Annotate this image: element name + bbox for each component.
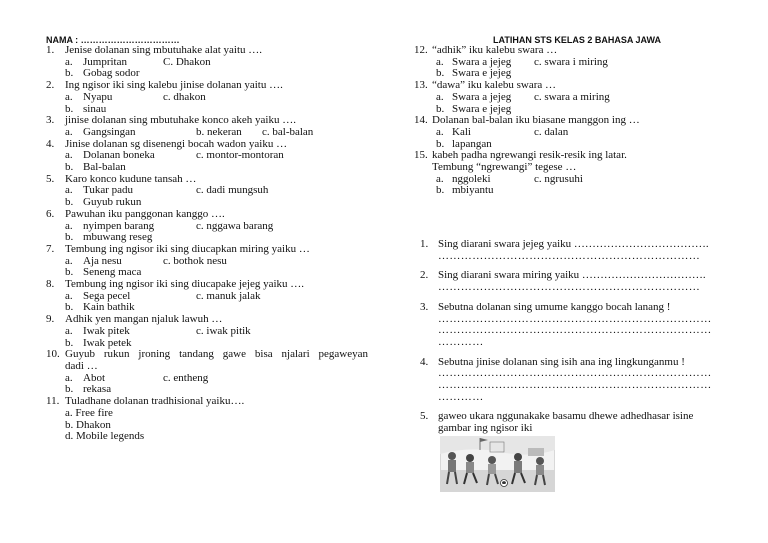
question-text: Pawuhan iku panggonan kanggo …. xyxy=(65,207,225,220)
answer-line[interactable]: ……………………………………………………………… xyxy=(438,313,712,325)
essay-question-text: gaweo ukara nggunakake basamu dhewe adhedhasar isine xyxy=(438,410,694,423)
worksheet-title: LATIHAN STS KELAS 2 BAHASA JAWA xyxy=(493,35,662,45)
essay-question-text: Sing diarani swara miring yaiku ……………………………. xyxy=(438,269,706,282)
question-11: 11. Tuladhane dolanan tradhisional yaiku…. xyxy=(46,396,368,408)
question-text: Ing ngisor iki sing kalebu jinise dolanan yaitu …. xyxy=(65,79,283,92)
left-column xyxy=(46,45,368,443)
answer-line[interactable]: ………… xyxy=(438,391,484,403)
question-text: kabeh padha ngrewangi resik-resik ing latar. xyxy=(432,149,627,162)
option-row: b. Kain bathik xyxy=(65,301,135,314)
right-column xyxy=(414,45,734,197)
essay-question-text: Sebutna jinise dolanan sing isih ana ing lingkunganmu ! xyxy=(438,355,685,368)
answer-line[interactable]: ………… xyxy=(438,336,484,348)
option-row: a. Nyapu c. dhakon xyxy=(65,90,206,103)
option-row: b. Guyub rukun xyxy=(65,196,142,209)
question-text: Karo konco kudune tansah … xyxy=(65,172,197,185)
option-row: b. Seneng maca xyxy=(65,266,142,279)
question-3: 3. jinise dolanan sing mbutuhake konco akeh yaiku …. xyxy=(46,115,368,127)
option-row: b. lapangan xyxy=(436,137,492,150)
question-text: jinise dolanan sing mbutuhake konco akeh yaiku …. xyxy=(65,114,296,127)
question-text: Jinise dolanan sg disenengi bocah wadon yaiku … xyxy=(65,137,288,150)
option-row: a. Iwak pitek c. iwak pitik xyxy=(65,324,251,337)
answer-line[interactable]: …………………………………………………………… xyxy=(438,250,701,262)
question-4: 4. Jinise dolanan sg disenengi bocah wadon yaiku … xyxy=(46,139,368,151)
question-text: Tuladhane dolanan tradhisional yaiku…. xyxy=(65,395,245,408)
answer-line[interactable]: ……………………………………………………………… xyxy=(438,368,712,380)
option-row: b. sinau xyxy=(65,102,107,115)
children-playing-football-illustration xyxy=(440,436,555,492)
question-text: “dawa” iku kalebu swara … xyxy=(432,79,557,92)
essay-section xyxy=(420,239,738,443)
question-12: 12. “adhik” iku kalebu swara … xyxy=(414,45,734,57)
option-row: b. Swara e jejeg xyxy=(436,102,512,115)
option-row: a. Aja nesu c. bothok nesu xyxy=(65,254,227,267)
question-text: Adhik yen mangan njaluk lawuh … xyxy=(65,313,223,326)
option-row: a. Free fire xyxy=(65,406,113,419)
question-7: 7. Tembung ing ngisor iki sing diucapkan miring yaiku … xyxy=(46,244,368,256)
question-text: Guyub rukun jroning tandang gawe bisa njalari pegaweyan xyxy=(65,348,368,361)
question-1: 1. Jenise dolanan sing mbutuhake alat yaitu …. xyxy=(46,45,368,57)
question-text-continued: dadi … xyxy=(65,359,98,372)
option-row: a. Tukar padu c. dadi mungsuh xyxy=(65,184,269,197)
option-row: a. nyimpen barang c. nggawa barang xyxy=(65,219,274,232)
option-row: a. Abot c. entheng xyxy=(65,371,209,384)
answer-line[interactable]: ……………………………………………………………… xyxy=(438,380,712,392)
option-row: a. Kali c. dalan xyxy=(436,125,569,138)
question-5: 5. Karo konco kudune tansah … xyxy=(46,174,368,186)
question-text: Tembung ing ngisor iki sing diucapake jejeg yaiku …. xyxy=(65,278,305,291)
option-row: b. rekasa xyxy=(65,383,112,396)
option-row: b. Bal-balan xyxy=(65,161,126,174)
essay-question-text-continued: gambar ing ngisor iki xyxy=(438,422,533,435)
option-row: b. Swara e jejeg xyxy=(436,67,512,80)
student-name-label: NAMA : …………………………… xyxy=(46,35,180,45)
question-14: 14. Dolanan bal-balan iku biasane manggon ing … xyxy=(414,115,734,127)
question-9: 9. Adhik yen mangan njaluk lawuh … xyxy=(46,314,368,326)
essay-question-text: Sing diarani swara jejeg yaiku ………………………………. xyxy=(438,238,709,250)
question-8: 8. Tembung ing ngisor iki sing diucapake jejeg yaiku …. xyxy=(46,279,368,291)
question-text: Dolanan bal-balan iku biasane manggon ing … xyxy=(432,114,640,127)
option-row: b. Dhakon xyxy=(65,418,111,431)
essay-question-1: 1. Sing diarani swara jejeg yaiku ………………………………. …………………………………………………………… xyxy=(420,239,738,262)
essay-question-4: 4. Sebutna jinise dolanan sing isih ana ing lingkunganmu ! ……………………………………………………………… ……………………………………………………………… ………… xyxy=(420,357,738,404)
option-row: a. nggoleki c. ngrusuhi xyxy=(436,172,583,185)
essay-question-5: 5. gaweo ukara nggunakake basamu dhewe adhedhasar isine gambar ing ngisor iki xyxy=(420,411,738,434)
question-10: 10. Guyub rukun jroning tandang gawe bisa njalari pegaweyan xyxy=(46,348,368,361)
question-text: “adhik” iku kalebu swara … xyxy=(432,44,558,56)
option-row: a. Sega pecel c. manuk jalak xyxy=(65,289,261,302)
option-row: b. mbiyantu xyxy=(436,184,494,197)
option-row: a. Gangsingan b. nekeran c. bal-balan xyxy=(65,125,314,138)
question-15: 15. kabeh padha ngrewangi resik-resik ing latar. xyxy=(414,150,734,162)
option-row: b. Gobag sodor xyxy=(65,67,140,80)
question-2: 2. Ing ngisor iki sing kalebu jinise dolanan yaitu …. xyxy=(46,80,368,92)
option-row: a. Swara a jejeg c. swara a miring xyxy=(436,90,610,103)
essay-question-text: Sebutna dolanan sing umume kanggo bocah lanang ! xyxy=(438,300,671,313)
answer-line[interactable]: ……………………………………………………………… xyxy=(438,325,712,337)
question-text: Tembung ing ngisor iki sing diucapkan miring yaiku … xyxy=(65,242,310,255)
option-row: b. mbuwang reseg xyxy=(65,231,153,244)
question-6: 6. Pawuhan iku panggonan kanggo …. xyxy=(46,209,368,221)
option-row: d. Mobile legends xyxy=(65,430,145,443)
essay-question-2: 2. Sing diarani swara miring yaiku ……………………………. …………………………………………………………… xyxy=(420,270,738,293)
question-text: Jenise dolanan sing mbutuhake alat yaitu …. xyxy=(65,44,263,56)
option-row: a. Jumpritan C. Dhakon xyxy=(65,55,211,68)
essay-question-3: 3. Sebutna dolanan sing umume kanggo bocah lanang ! ……………………………………………………………… ……………………………………………………………… ………… xyxy=(420,302,738,349)
option-row: a. Swara a jejeg c. swara i miring xyxy=(436,55,608,68)
option-row: a. Dolanan boneka c. montor-montoran xyxy=(65,149,284,162)
question-13: 13. “dawa” iku kalebu swara … xyxy=(414,80,734,92)
question-text-continued: Tembung “ngrewangi” tegese … xyxy=(432,161,577,174)
answer-line[interactable]: …………………………………………………………… xyxy=(438,282,701,294)
option-row: b. Iwak petek xyxy=(65,336,132,349)
